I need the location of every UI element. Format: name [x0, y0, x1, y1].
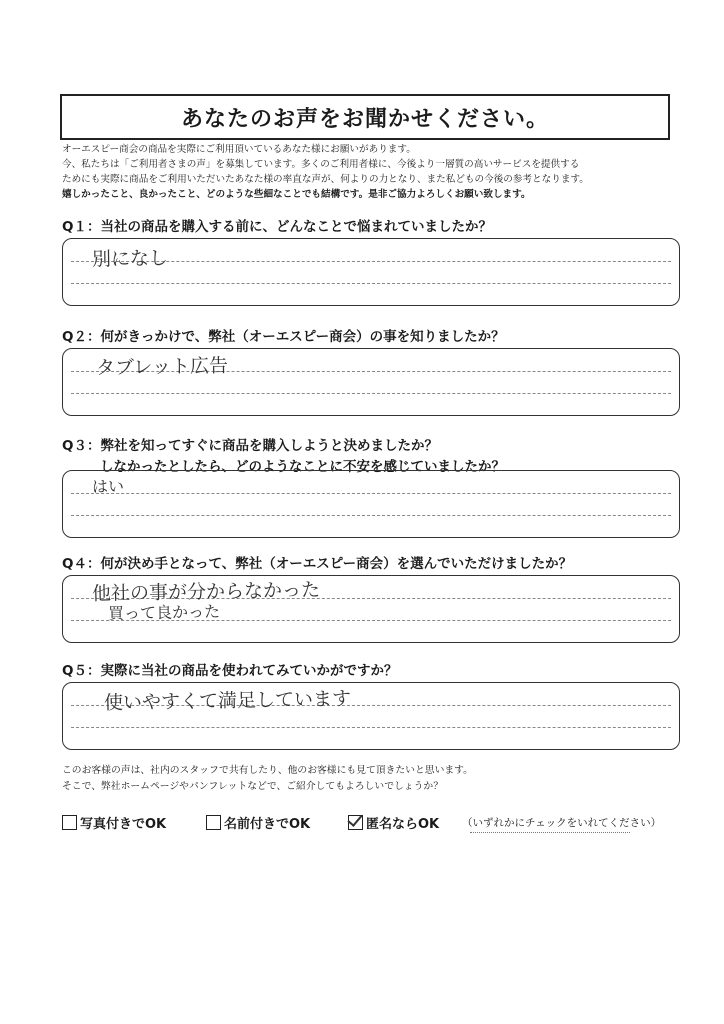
handwritten-answer-5: 使いやすくて満足しています	[103, 687, 352, 715]
handwritten-answer-4b: 買って良かった	[107, 602, 221, 623]
photo-ok-label: 写真付きでOK	[80, 817, 167, 832]
footer-line: このお客様の声は、社内のスタッフで共有したり、他のお客様にも見て頂きたいと思います。	[62, 765, 473, 776]
handwritten-answer-4: 他社の事が分からなかった	[91, 579, 321, 605]
handwritten-answer-3: はい	[91, 476, 125, 497]
anonymous-ok-label: 匿名ならOK	[366, 817, 440, 832]
intro-line: オーエスピー商会の商品を実際にご利用頂いているあなた様にお願いがあります。	[62, 144, 416, 155]
question-3: Q３：弊社を知ってすぐに商品を購入しようと決めましたか？	[62, 438, 438, 454]
question-3-sub: しなかったとしたら、どのようなことに不安を感じていましたか？	[100, 459, 505, 475]
anonymous-ok-option[interactable]	[348, 813, 439, 832]
question-5: Q５：実際に当社の商品を使われてみていかがですか？	[62, 663, 398, 679]
handwritten-answer-2: タブレット広告	[95, 354, 229, 380]
intro-line: 今、私たちは「ご利用者さまの声」を募集しています。多くのご利用者様に、今後より一層質の高いサービスを提供する	[62, 159, 580, 170]
name-ok-label: 名前付きでOK	[224, 817, 311, 832]
photo-ok-checkbox[interactable]	[62, 815, 77, 830]
intro-line: 嬉しかったこと、良かったこと、どのような些細なことでも結構です。是非ご協力よろしくお願い致します。	[62, 189, 531, 200]
title-frame	[60, 94, 670, 140]
handwritten-answer-1: 別になし	[91, 247, 169, 271]
answer-box-3[interactable]	[62, 470, 680, 538]
anonymous-ok-checkbox[interactable]	[348, 815, 363, 830]
name-ok-checkbox[interactable]	[206, 815, 221, 830]
name-ok-option[interactable]	[206, 813, 310, 832]
question-1: Q１：当社の商品を購入する前に、どんなことで悩まれていましたか？	[62, 219, 492, 235]
pen-scribble	[470, 832, 630, 843]
question-2: Q２：何がきっかけで、弊社（オーエスピー商会）の事を知りましたか？	[62, 329, 505, 345]
photo-ok-option[interactable]	[62, 813, 166, 832]
intro-line: ためにも実際に商品をご利用いただいたあなた様の率直な声が、何よりの力となり、また私どもの今後の参考となります。	[62, 174, 589, 185]
page-title: あなたのお声をお聞かせください。	[180, 107, 549, 132]
intro-text	[62, 142, 682, 202]
check-instruction: （いずれかにチェックをいれてください）	[462, 817, 662, 829]
footer-text	[62, 763, 473, 795]
question-4: Q４：何が決め手となって、弊社（オーエスピー商会）を選んでいただけましたか？	[62, 556, 573, 572]
footer-line: そこで、弊社ホームページやパンフレットなどで、ご紹介してもよろしいでしょうか？	[62, 781, 443, 792]
